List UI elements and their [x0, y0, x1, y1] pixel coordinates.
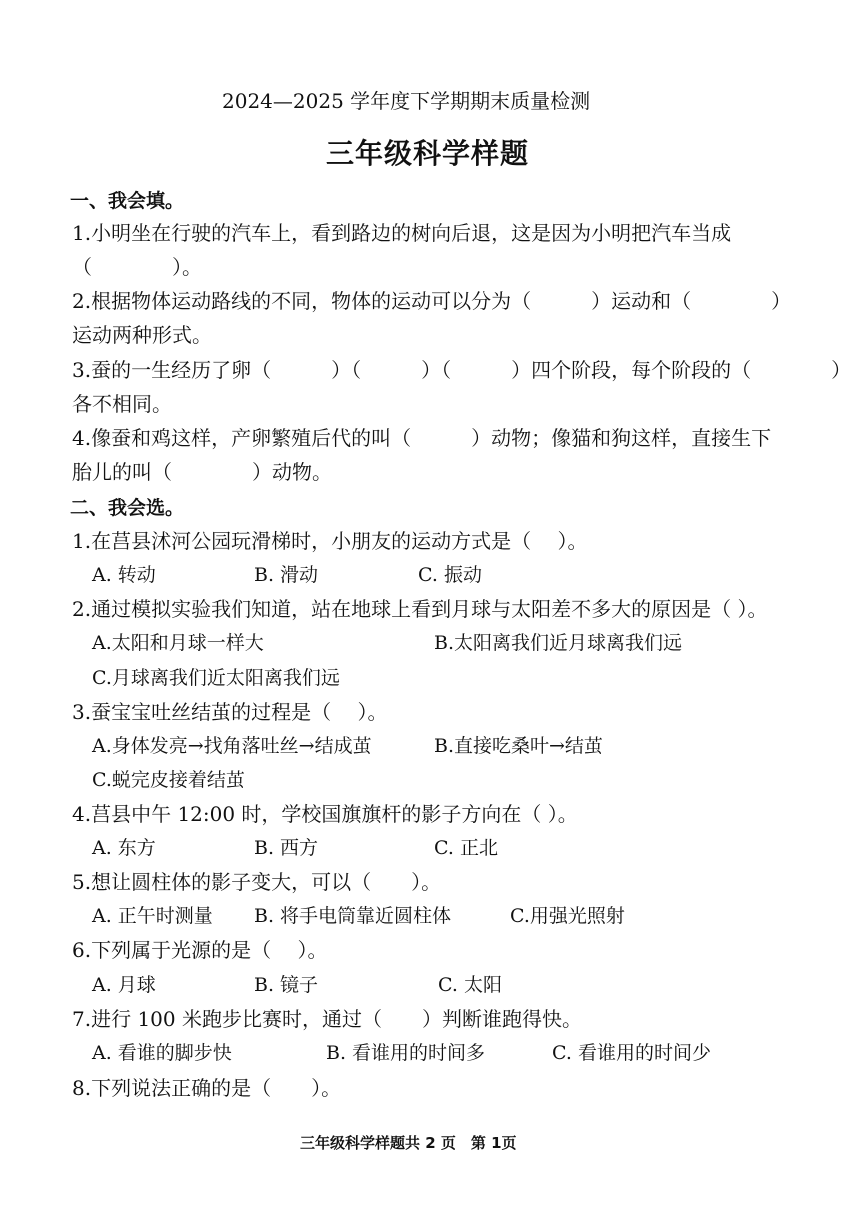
option-a: A. 转动 [92, 564, 156, 586]
option-b: B. 将手电筒靠近圆柱体 [254, 905, 452, 927]
option-b: B.太阳离我们近月球离我们远 [434, 632, 683, 654]
option-a: A. 正午时测量 [92, 905, 213, 927]
option-b: B.直接吃桑叶→结茧 [434, 735, 603, 757]
question-text: 1.在莒县沭河公园玩滑梯时，小朋友的运动方式是（ ）。 [72, 529, 588, 553]
option-c: C.蜕完皮接着结茧 [92, 769, 245, 791]
exam-subtitle: 2024—2025 学年度下学期期末质量检测 [222, 89, 591, 113]
option-a: A. 月球 [92, 974, 156, 996]
question-text: 2.通过模拟实验我们知道，站在地球上看到月球与太阳差不多大的原因是（ ）。 [72, 597, 768, 621]
question-text: （ ）。 [72, 255, 202, 279]
question-text: 3.蚕宝宝吐丝结茧的过程是（ ）。 [72, 700, 388, 724]
option-b: B. 看谁用的时间多 [326, 1042, 486, 1064]
question-text: 3.蚕的一生经历了卵（ ）（ ）（ ）四个阶段，每个阶段的（ ） [72, 358, 852, 382]
question-text: 1.小明坐在行驶的汽车上，看到路边的树向后退，这是因为小明把汽车当成 [72, 221, 732, 245]
question-text: 4.莒县中午 12:00 时，学校国旗旗杆的影子方向在（ ）。 [72, 802, 578, 826]
option-a: A. 看谁的脚步快 [92, 1042, 232, 1064]
question-text: 4.像蚕和鸡这样，产卵繁殖后代的叫（ ）动物；像猫和狗这样，直接生下 [72, 426, 772, 450]
question-text: 5.想让圆柱体的影子变大，可以（ ）。 [72, 870, 442, 894]
question-text: 各不相同。 [72, 392, 172, 416]
question-text: 运动两种形式。 [72, 323, 212, 347]
option-a: A.身体发亮→找角落吐丝→结成茧 [92, 735, 372, 757]
option-a: A.太阳和月球一样大 [92, 632, 264, 654]
option-b: B. 滑动 [254, 564, 319, 586]
option-c: C. 正北 [434, 837, 498, 859]
question-text: 8.下列说法正确的是（ ）。 [72, 1076, 342, 1100]
exam-title: 三年级科学样题 [326, 137, 530, 170]
option-c: C. 太阳 [438, 974, 502, 996]
question-text: 2.根据物体运动路线的不同，物体的运动可以分为（ ）运动和（ ） [72, 289, 792, 313]
option-c: C.月球离我们近太阳离我们远 [92, 667, 340, 689]
question-text: 胎儿的叫（ ）动物。 [72, 460, 332, 484]
section-heading-choice: 二、我会选。 [70, 497, 185, 519]
question-text: 7.进行 100 米跑步比赛时，通过（ ）判断谁跑得快。 [72, 1007, 582, 1031]
option-a: A. 东方 [92, 837, 156, 859]
section-heading-fill: 一、我会填。 [70, 190, 185, 212]
option-c: C. 看谁用的时间少 [552, 1042, 711, 1064]
question-text: 6.下列属于光源的是（ ）。 [72, 938, 328, 962]
option-c: C. 振动 [418, 564, 482, 586]
page-footer: 三年级科学样题共 2 页 第 1页 [300, 1134, 517, 1152]
option-b: B. 西方 [254, 837, 319, 859]
option-c: C.用强光照射 [510, 905, 625, 927]
option-b: B. 镜子 [254, 974, 319, 996]
